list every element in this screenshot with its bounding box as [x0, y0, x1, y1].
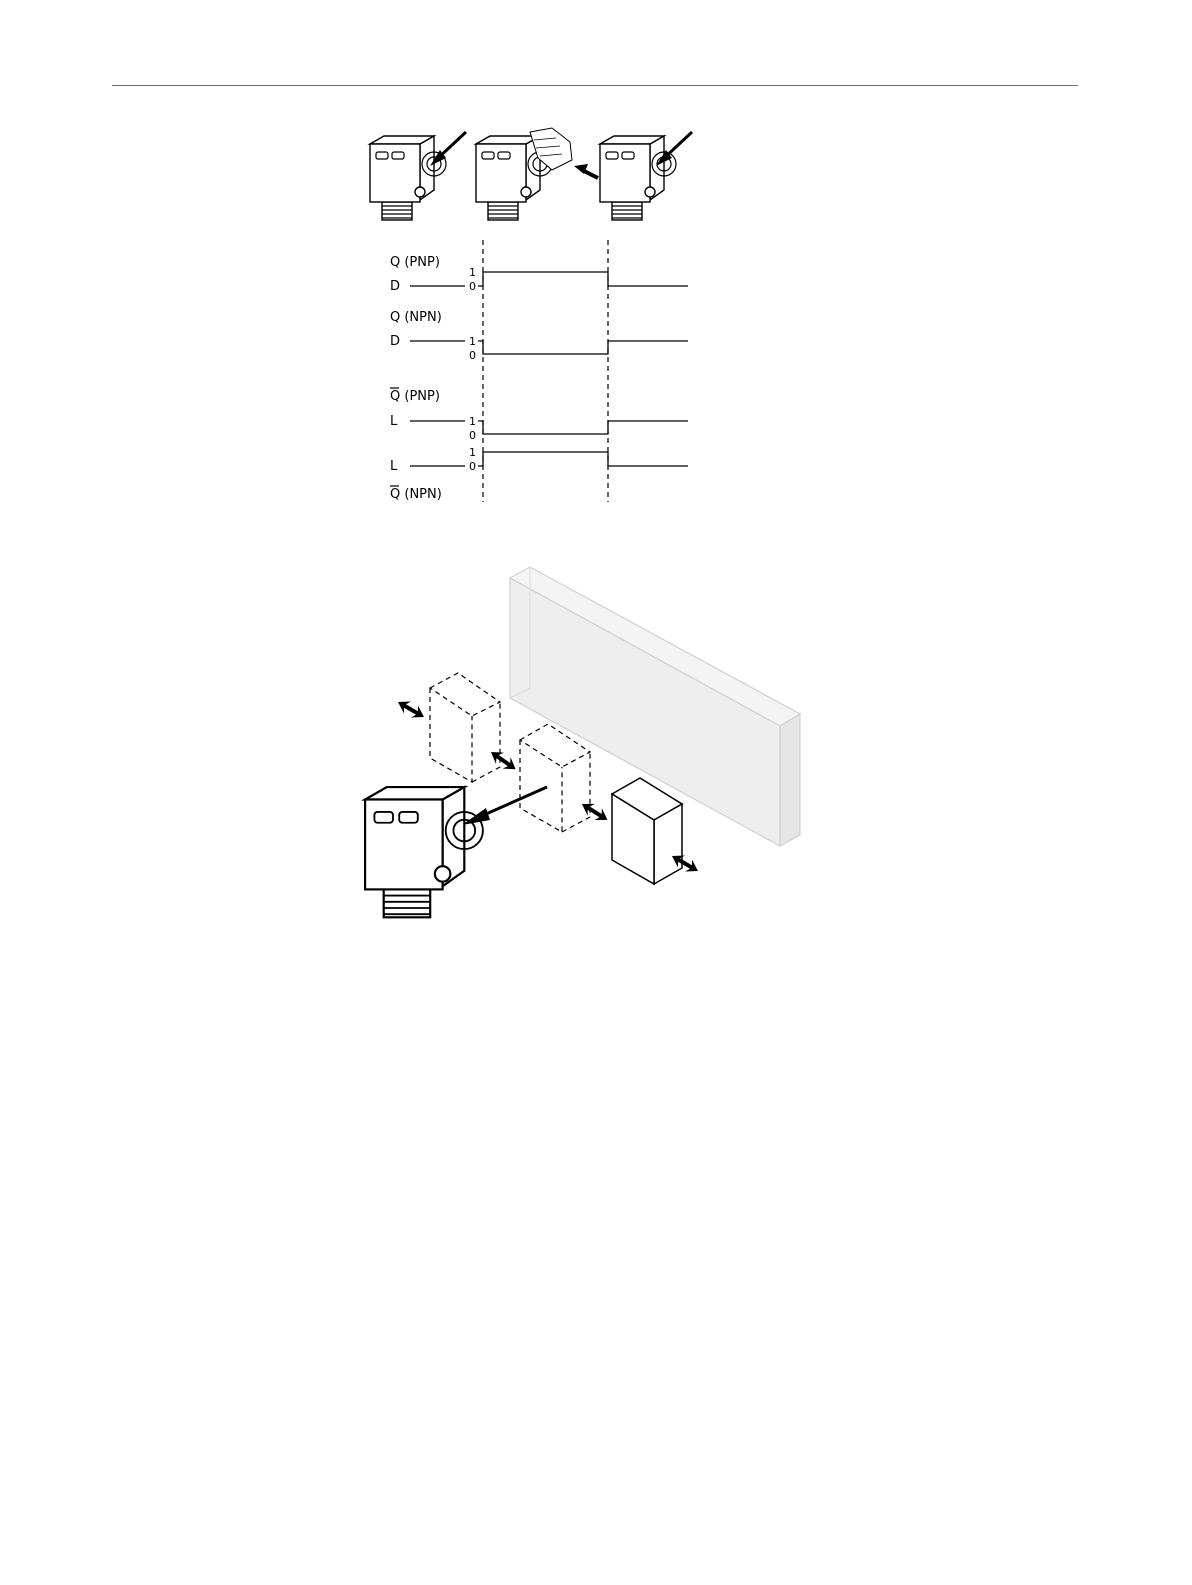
signal-1-input: D [390, 279, 401, 294]
light-beam-icon [462, 787, 547, 825]
signal-1-waveform [478, 272, 688, 286]
signal-2-name: Q (NPN) [390, 310, 442, 325]
light-arrow-icon [430, 132, 466, 166]
double-arrow-icon-1 [395, 696, 428, 723]
signal-3-low: 0 [469, 429, 476, 442]
signal-2-low: 0 [469, 349, 476, 362]
sensor-step-3-icon [600, 136, 676, 220]
double-arrow-icon-3 [578, 798, 611, 826]
sensor-step-1-icon [370, 136, 446, 220]
signal-2-input: D [390, 334, 401, 349]
signal-3-input: L [390, 414, 398, 429]
signal-4-low: 0 [469, 460, 476, 473]
double-arrow-icon-2 [487, 746, 520, 775]
push-arrow-icon [574, 164, 598, 178]
object-solid-icon [612, 778, 682, 884]
signal-4-name: Q (NPN) [390, 487, 442, 502]
signal-2-high: 1 [469, 335, 476, 348]
signal-2-waveform [478, 341, 688, 354]
signal-3-waveform [478, 421, 688, 434]
signal-4-input: L [390, 459, 398, 474]
signal-3-high: 1 [469, 415, 476, 428]
signal-1-low: 0 [469, 280, 476, 293]
signal-3-name: Q (PNP) [390, 389, 440, 404]
object-dashed-1-icon [430, 673, 500, 782]
signal-1-high: 1 [469, 266, 476, 279]
sensor-large-icon [365, 787, 483, 917]
signal-4-waveform [478, 452, 688, 466]
signal-4-high: 1 [469, 446, 476, 459]
object-dashed-2-icon [520, 724, 590, 832]
signal-1-name: Q (PNP) [390, 255, 440, 270]
